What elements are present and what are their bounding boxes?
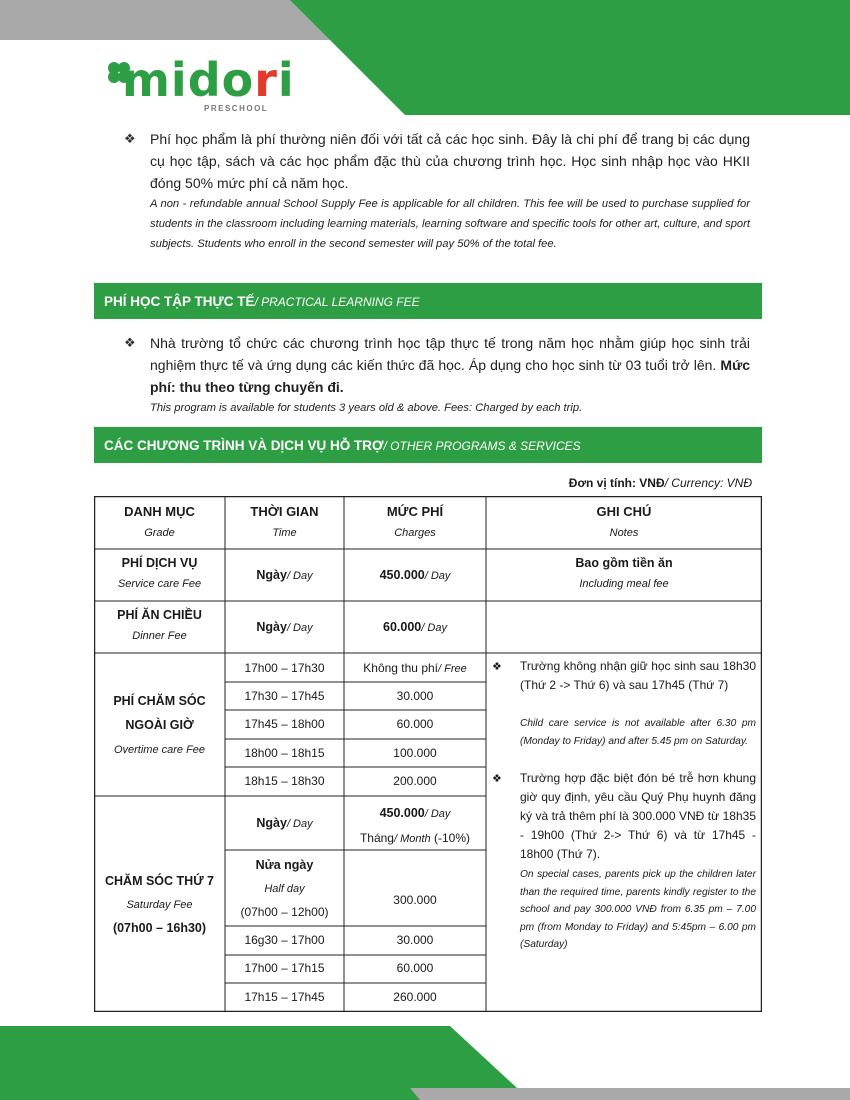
header-grade: DANH MỤC Grade: [124, 504, 195, 539]
bullet-icon: ❖: [492, 773, 502, 785]
overtime-time-3: 17h45 – 18h00: [244, 717, 325, 731]
note-2-vi: Trường hợp đặc biệt đón bé trễ hơn khung giờ quy định, yêu cầu Quý Phụ huynh đăng ký và trả thêm phí là 300.000 VNĐ từ 18h35 - 19h00 (Thứ 2-> Thứ 6) và từ 17h45 - 18h00 (Thứ 7).: [520, 771, 756, 861]
logo-subtitle: PRESCHOOL: [204, 104, 269, 113]
saturday-fee-3: 260.000: [393, 990, 437, 1004]
note-1-en: Child care service is not available after 6.30 pm (Monday to Friday) and after 5.45 pm on Saturday.: [520, 718, 756, 747]
overtime-fee-4: 100.000: [393, 746, 437, 760]
header-notes: GHI CHÚ Notes: [596, 504, 652, 539]
overtime-fee-grade: PHÍ CHĂM SÓC NGOÀI GIỜ Overtime care Fee: [113, 694, 206, 756]
practical-text-en: This program is available for students 3 years old & above. Fees: Charged by each trip.: [150, 402, 583, 414]
section-practical-learning-header: PHÍ HỌC TẬP THỰC TẾ/ PRACTICAL LEARNING FEE: [94, 283, 762, 319]
dinner-fee-grade: PHÍ ĂN CHIỀU Dinner Fee: [117, 608, 202, 642]
intro-text-en: A non - refundable annual School Supply Fee is applicable for all children. This fee will be used to purchase supplied for students in the classroom including learning materials, learning software and specific tools for other art, culture, and sport subjects. Students who enroll in the second semester will pay 50% of the total fee.: [150, 198, 750, 250]
note-2-en: On special cases, parents pick up the children later than the required time, parents kindly register to the school and pay 300.000 VNĐ from 6.35 pm – 7.00 pm (from Monday to Friday) and 5:45pm – 6.00 pm (Saturday): [520, 869, 756, 950]
logo-wordmark: midori: [122, 53, 295, 107]
practical-text-vi: Nhà trường tổ chức các chương trình học tập thực tế trong năm học nhằm giúp học sinh trải nghiệm thực tế và ứng dụng các kiến thức đã học. Áp dụng cho học sinh từ 03 tuổi trở lên. Mức phí: thu theo từng chuyến đi.: [150, 335, 750, 395]
saturday-fee-1: 30.000: [396, 933, 434, 947]
overtime-fee-3: 60.000: [396, 717, 434, 731]
midori-logo: [106, 52, 295, 118]
overtime-fee-2: 30.000: [396, 689, 434, 703]
saturday-day-time: Ngày/ Day: [256, 816, 313, 830]
saturday-half-day-charge: 300.000: [393, 893, 437, 907]
bullet-icon: ❖: [124, 335, 136, 350]
dinner-fee-charge: 60.000/ Day: [383, 620, 447, 634]
currency-note: Đơn vị tính: VNĐ/ Currency: VNĐ: [568, 476, 752, 490]
overtime-fee-5: 200.000: [393, 774, 437, 788]
dinner-fee-time: Ngày/ Day: [256, 620, 313, 634]
header-charges: MỨC PHÍ Charges: [386, 504, 444, 539]
header-time: THỜI GIAN Time: [250, 504, 319, 539]
bullet-icon: ❖: [492, 661, 502, 673]
bullet-icon: ❖: [124, 131, 136, 146]
overtime-time-5: 18h15 – 18h30: [244, 774, 325, 788]
overtime-time-4: 18h00 – 18h15: [244, 746, 325, 760]
service-fee-time: Ngày/ Day: [256, 568, 313, 582]
note-1-vi: Trường không nhận giữ học sinh sau 18h30 (Thứ 2 -> Thứ 6) và sau 17h45 (Thứ 7): [520, 659, 756, 692]
service-fee-charge: 450.000/ Day: [379, 568, 451, 582]
saturday-time-1: 16g30 – 17h00: [244, 933, 325, 947]
saturday-fee-2: 60.000: [396, 961, 434, 975]
service-fee-note: Bao gồm tiền ăn Including meal fee: [575, 556, 673, 590]
footer-decoration: [0, 1020, 850, 1100]
overtime-fee-1: Không thu phí/ Free: [363, 661, 467, 675]
saturday-time-3: 17h15 – 17h45: [244, 990, 325, 1004]
saturday-day-charge: 450.000/ Day Tháng/ Month (-10%): [359, 806, 471, 845]
section-other-programs-header: CÁC CHƯƠNG TRÌNH VÀ DỊCH VỤ HỖ TRỢ/ OTHER PROGRAMS & SERVICES: [94, 427, 762, 463]
service-fee-grade: PHÍ DỊCH VỤ Service care Fee: [117, 556, 202, 590]
saturday-fee-grade: CHĂM SÓC THỨ 7 Saturday Fee (07h00 – 16h30): [105, 874, 214, 935]
overtime-time-1: 17h00 – 17h30: [244, 661, 325, 675]
intro-text-vi: Phí học phẩm là phí thường niên đối với tất cả các học sinh. Đây là chi phí để trang bị các dụng cụ học tập, sách và các học phẩm đặc thù của chương trình học. Học sinh nhập học vào HKII đóng 50% mức phí cả năm học.: [150, 131, 750, 191]
saturday-time-2: 17h00 – 17h15: [244, 961, 325, 975]
overtime-time-2: 17h30 – 17h45: [244, 689, 325, 703]
saturday-half-day-time: Nửa ngày Half day (07h00 – 12h00): [240, 858, 329, 919]
